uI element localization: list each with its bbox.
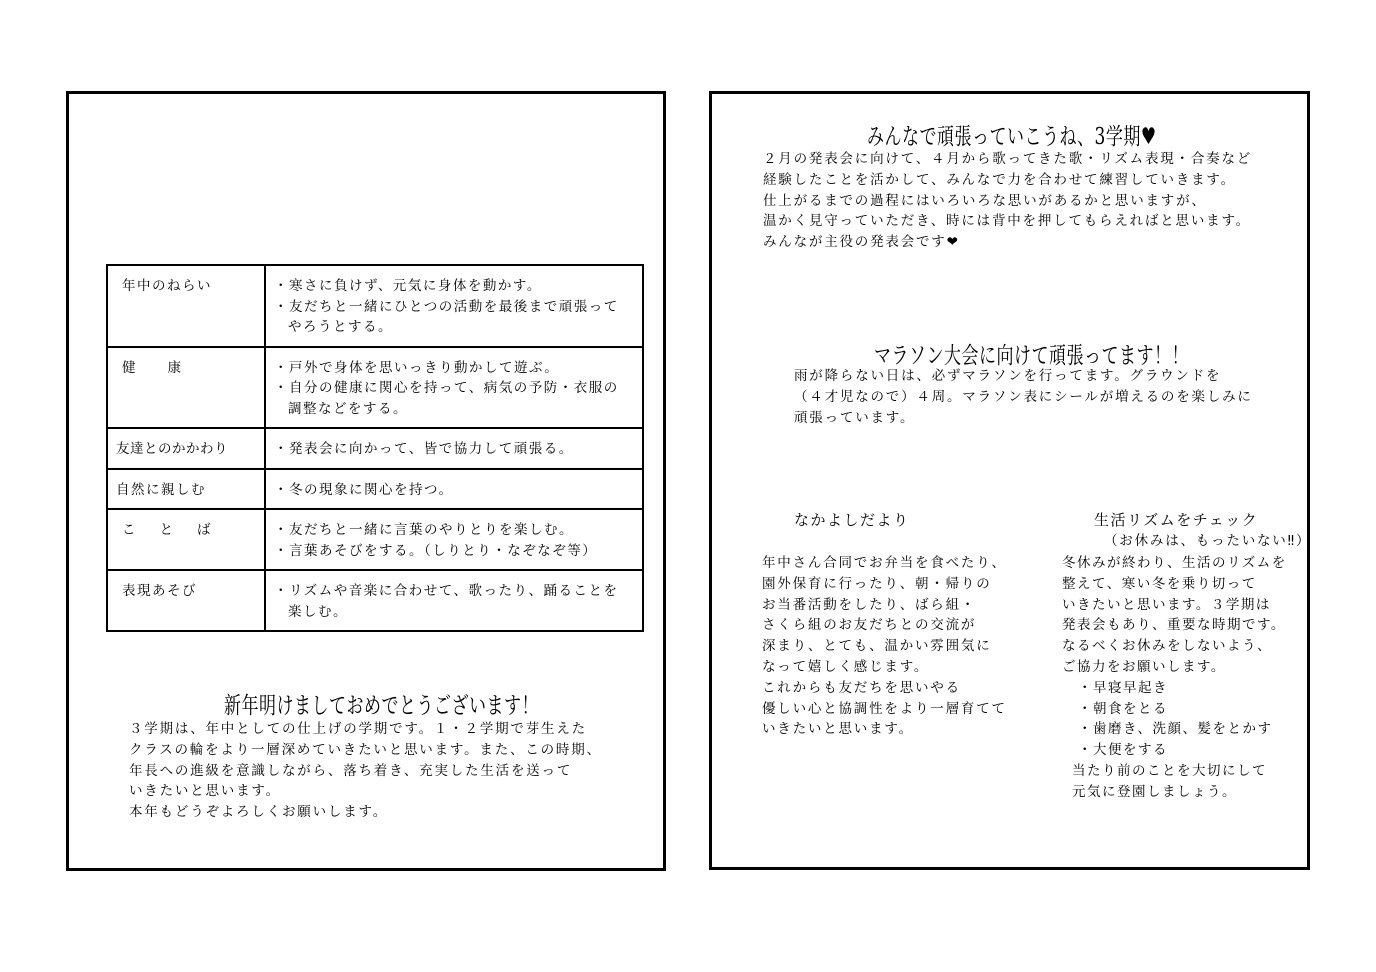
greeting-line: ３学期は、年中としての仕上げの学期です。１・２学期で芽生えた — [129, 721, 587, 737]
rhythm-line: 整えて、寒い冬を乗り切って — [1062, 575, 1257, 592]
term-line: 仕上がるまでの過程にはいろいろな思いがあるかと思いますが、 — [763, 192, 1207, 209]
goals-row-expression — [107, 570, 643, 631]
greeting-line: クラスの輪をより一層深めていきたいと思います。また、この時期、 — [129, 741, 602, 758]
goals-row-aim — [107, 265, 643, 347]
rhythm-check-item: ・朝食をとる — [1078, 700, 1168, 717]
goals-item: 楽しむ。 — [288, 603, 348, 620]
nakayoshi-title: なかよしだより — [794, 511, 910, 529]
goals-items — [265, 428, 643, 469]
nakayoshi-line: なって嬉しく感じます。 — [762, 658, 930, 675]
goals-item: ・冬の現象に関心を持つ。 — [274, 481, 454, 498]
rhythm-check-item: ・早寝早起き — [1078, 679, 1168, 696]
goals-item: ・発表会に向かって、皆で協力して頑張る。 — [274, 441, 574, 457]
goals-items — [265, 347, 643, 429]
nakayoshi-line: 園外保育に行ったり、朝・帰りの — [762, 575, 992, 592]
goals-item: ・リズムや音楽に合わせて、歌ったり、踊ることを — [274, 583, 619, 599]
goals-row-nature — [107, 469, 643, 510]
rhythm-line: 冬休みが終わり、生活のリズムを — [1062, 555, 1287, 571]
goals-item: ・友だちと一緒に言葉のやりとりを楽しむ。 — [274, 522, 574, 538]
rhythm-line: 発表会もあり、重要な時期です。 — [1062, 617, 1286, 634]
goals-item: ・友だちと一緒にひとつの活動を最後まで頑張って — [274, 298, 619, 315]
marathon-title: マラソン大会に向けて頑張ってます！！ — [874, 342, 1189, 370]
marathon-line: 頑張っています。 — [794, 409, 916, 426]
rhythm-line: ご協力をお願いします。 — [1062, 658, 1226, 675]
nakayoshi-line: 優しい心と協調性をより一層育てて — [762, 700, 1007, 717]
nakayoshi-text — [762, 553, 1007, 740]
left-page — [66, 91, 666, 871]
goals-items — [265, 570, 643, 631]
goals-table — [106, 264, 644, 632]
term-text — [763, 149, 1252, 253]
goals-category: 友達とのかかわり — [107, 428, 265, 469]
term-line: 温かく見守っていただき、時には背中を押してもらえればと思います。 — [763, 213, 1251, 230]
rhythm-check-item: ・大便をする — [1078, 742, 1168, 759]
goals-category: 自然に親しむ — [107, 469, 265, 510]
nakayoshi-line: 年中さん合同でお弁当を食べたり、 — [762, 555, 1007, 571]
goals-items — [265, 265, 643, 347]
greeting-text — [129, 719, 602, 823]
nakayoshi-line: これからも友だちを思いやる — [762, 679, 961, 696]
rhythm-line: いきたいと思います。３学期は — [1062, 596, 1271, 613]
nakayoshi-line: いきたいと思います。 — [762, 721, 914, 738]
rhythm-title: 生活リズムをチェック — [1094, 511, 1259, 529]
goals-item: ・言葉あそびをする。（しりとり・なぞなぞ等） — [274, 542, 598, 559]
marathon-line: （４才児なので）４周。マラソン表にシールが増えるのを楽しみに — [794, 388, 1253, 405]
goals-category-label: 健康 — [122, 359, 213, 376]
goals-item: 調整などをする。 — [288, 400, 408, 417]
greeting-line: 本年もどうぞよろしくお願いします。 — [129, 804, 389, 821]
marathon-line: 雨が降らない日は、必ずマラソンを行ってます。グラウンドを — [794, 368, 1222, 384]
goals-category: 表現あそび — [107, 570, 265, 631]
marathon-text — [794, 366, 1253, 428]
term-line: みんなが主役の発表会です❤ — [763, 234, 960, 251]
goals-item: ・戸外で身体を思いっきり動かして遊ぶ。 — [274, 359, 560, 376]
goals-item: やろうとする。 — [288, 319, 393, 335]
nakayoshi-line: お当番活動をしたり、ばら組・ — [762, 596, 977, 613]
nakayoshi-line: さくら組のお友だちとの交流が — [762, 617, 977, 634]
goals-category — [107, 509, 265, 570]
goals-category-label: ことば — [122, 522, 235, 538]
goals-row-health — [107, 347, 643, 429]
greeting-title: 新年明けましておめでとうございます！ — [224, 692, 539, 720]
goals-row-relations — [107, 428, 643, 469]
nakayoshi-line: 深まり、とても、温かい雰囲気に — [762, 638, 992, 655]
term-line: 経験したことを活かして、みんなで力を合わせて練習していきます。 — [763, 171, 1236, 188]
goals-items — [265, 469, 643, 510]
rhythm-text — [1062, 553, 1287, 803]
term-title: みんなで頑張っていこうね、3学期♥ — [867, 123, 1157, 151]
term-line: ２月の発表会に向けて、４月から歌ってきた歌・リズム表現・合奏など — [763, 151, 1253, 167]
goals-item: ・寒さに負けず、元気に身体を動かす。 — [274, 278, 542, 294]
rhythm-line: なるべくお休みをしないよう、 — [1062, 638, 1272, 655]
goals-items — [265, 509, 643, 570]
rhythm-closing-line: 元気に登園しましょう。 — [1072, 783, 1237, 800]
goals-item: ・自分の健康に関心を持って、病気の予防・衣服の — [274, 380, 619, 396]
goals-category — [107, 347, 265, 429]
right-page — [709, 91, 1310, 870]
rhythm-subtitle: （お休みは、もったいない‼） — [1104, 533, 1312, 549]
rhythm-check-item: ・歯磨き、洗顔、髪をとかす — [1078, 721, 1273, 738]
goals-row-language — [107, 509, 643, 570]
goals-category: 年中のねらい — [107, 265, 265, 347]
greeting-line: いきたいと思います。 — [129, 783, 281, 800]
rhythm-closing-line: 当たり前のことを大切にして — [1072, 762, 1267, 779]
greeting-line: 年長への進級を意識しながら、落ち着き、充実した生活を送って — [129, 762, 573, 779]
